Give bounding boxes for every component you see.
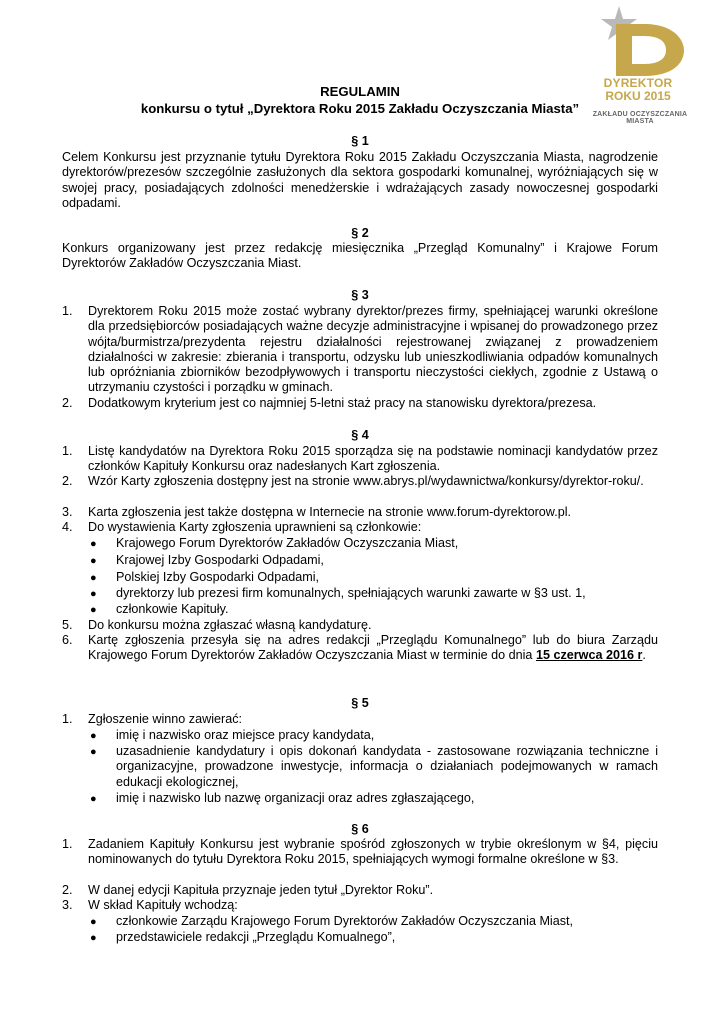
- section-2-text: Konkurs organizowany jest przez redakcję miesięcznika „Przegląd Komunalny” i Krajowe Forum Dyrektorów Zakładów Oczyszczania Miast.: [62, 241, 658, 271]
- bullet-icon: ●: [90, 572, 97, 584]
- deadline-date: 15 czerwca 2016 r: [535, 648, 643, 663]
- s3-item-2: Dodatkowym kryterium jest co najmniej 5-letni staż pracy na stanowisku dyrektora/prezesa.: [88, 396, 597, 410]
- s4-num-6: 6.: [62, 633, 73, 647]
- s6-num-1: 1.: [62, 837, 73, 851]
- s4-item-6: [88, 633, 658, 664]
- s6-item-3: W skład Kapituły wchodzą:: [88, 898, 238, 912]
- s6-num-2: 2.: [62, 883, 73, 897]
- logo-line2: ROKU 2015: [605, 89, 671, 103]
- bullet-icon: ●: [90, 588, 97, 600]
- s4-bullet-1: Krajowego Forum Dyrektorów Zakładów Oczyszczania Miast,: [116, 536, 459, 550]
- s4-item-1: Listę kandydatów na Dyrektora Roku 2015 sporządza się na podstawie nominacji kandydatów przez członków Kapituły Konkursu oraz nadesłanych Kart zgłoszenia.: [88, 444, 658, 474]
- s3-item-1: Dyrektorem Roku 2015 może zostać wybrany dyrektor/prezes firmy, spełniającej warunki określone dla przedsiębiorców posiadających ważne decyzje administracyjne i wpisanej do prowadzonego przez wójta/burmistrza/prezydenta rejestru działalności rejestrowanej związanej z prowadzeniem działalności w zakresie: zbierania i transportu, odzysku lub unieszkodliwiania odpadów komunalnych lub opróżniania zbiorników bezodpływowych i transportu nieczystości ciekłych, zgodnie z Ustawą o utrzymaniu czystości i porządku w gminach.: [88, 304, 658, 395]
- doc-subtitle: konkursu o tytuł „Dyrektora Roku 2015 Zakładu Oczyszczania Miasta”: [140, 101, 580, 116]
- s6-item-2: W danej edycji Kapituła przyznaje jeden tytuł „Dyrektor Roku”.: [88, 883, 434, 897]
- s5-bullet-2: uzasadnienie kandydatury i opis dokonań kandydata - zastosowane rozwiązania techniczne i organizacyjne, prowadzone inwestycje, informacja o działaniach podejmowanych w ramach edukacji ekologicznej,: [116, 744, 658, 789]
- section-2-heading: § 2: [351, 226, 369, 240]
- s3-num-2: 2.: [62, 396, 73, 410]
- s4-item-4: Do wystawienia Karty zgłoszenia uprawnieni są członkowie:: [88, 520, 422, 534]
- s4-item-3: Karta zgłoszenia jest także dostępna w Internecie na stronie www.forum-dyrektorow.pl.: [88, 505, 571, 519]
- s4-bullet-2: Krajowej Izby Gospodarki Odpadami,: [116, 553, 324, 567]
- s4-num-1: 1.: [62, 444, 73, 458]
- section-4-heading: § 4: [351, 428, 369, 442]
- s4-num-3: 3.: [62, 505, 73, 519]
- bullet-icon: ●: [90, 746, 97, 758]
- section-5-heading: § 5: [351, 696, 369, 710]
- logo-line3: ZAKŁADU OCZYSZCZANIA MIASTA: [592, 111, 688, 125]
- s6-bullet-1: członkowie Zarządu Krajowego Forum Dyrektorów Zakładów Oczyszczania Miast,: [116, 914, 574, 928]
- bullet-icon: ●: [90, 604, 97, 616]
- bullet-icon: ●: [90, 932, 97, 944]
- section-1-heading: § 1: [351, 134, 369, 148]
- section-3-heading: § 3: [351, 288, 369, 302]
- s6-bullet-2: przedstawiciele redakcji „Przeglądu Komualnego”,: [116, 930, 396, 944]
- section-1-text: Celem Konkursu jest przyznanie tytułu Dyrektora Roku 2015 Zakładu Oczyszczania Miasta, nagrodzenie dyrektorów/prezesów szczególnie zasłużonych dla sektora gospodarki komunalnej, wyróżniających się w swojej pracy, posiadających zdolności menedżerskie i wdrażających zasady nowoczesnej gospodarki odpadami.: [62, 150, 658, 210]
- bullet-icon: ●: [90, 730, 97, 742]
- logo-d-star-icon: [592, 6, 692, 78]
- bullet-icon: ●: [90, 916, 97, 928]
- s4-bullet-5: członkowie Kapituły.: [116, 602, 229, 616]
- s6-num-3: 3.: [62, 898, 73, 912]
- s4-item-5: Do konkursu można zgłaszać własną kandydaturę.: [88, 618, 372, 632]
- s4-item-2: Wzór Karty zgłoszenia dostępny jest na stronie www.abrys.pl/wydawnictwa/konkursy/dyrektor-roku/.: [88, 474, 644, 488]
- s5-bullet-3: imię i nazwisko lub nazwę organizacji oraz adres zgłaszającego,: [116, 791, 475, 805]
- s4-num-2: 2.: [62, 474, 73, 488]
- s3-num-1: 1.: [62, 304, 73, 318]
- s5-bullet-1: imię i nazwisko oraz miejsce pracy kandydata,: [116, 728, 375, 742]
- s4-bullet-3: Polskiej Izby Gospodarki Odpadami,: [116, 570, 319, 584]
- bullet-icon: ●: [90, 538, 97, 550]
- s6-item-1: Zadaniem Kapituły Konkursu jest wybranie spośród zgłoszonych w trybie określonym w §4, pięciu nominowanych do tytułu Dyrektora Roku 2015, spełniających wymogi formalne określone w §3.: [88, 837, 658, 867]
- s4-num-5: 5.: [62, 618, 73, 632]
- bullet-icon: ●: [90, 555, 97, 567]
- doc-title: REGULAMIN: [320, 84, 400, 99]
- s4-bullet-4: dyrektorzy lub prezesi firm komunalnych, spełniających warunki zawarte w §3 ust. 1,: [116, 586, 586, 600]
- s4-item-6-end: .: [642, 648, 646, 663]
- bullet-icon: ●: [90, 793, 97, 805]
- s5-num-1: 1.: [62, 712, 73, 726]
- s4-num-4: 4.: [62, 520, 73, 534]
- section-6-heading: § 6: [351, 822, 369, 836]
- s5-item-1: Zgłoszenie winno zawierać:: [88, 712, 242, 726]
- logo-line1: DYREKTOR: [603, 76, 673, 90]
- s4-item-6-text: Kartę zgłoszenia przesyła się na adres redakcji „Przeglądu Komunalnego” lub do biura Zarządu Krajowego Forum Dyrektorów Zakładów Oczyszczania Miast w terminie do dnia: [88, 633, 658, 663]
